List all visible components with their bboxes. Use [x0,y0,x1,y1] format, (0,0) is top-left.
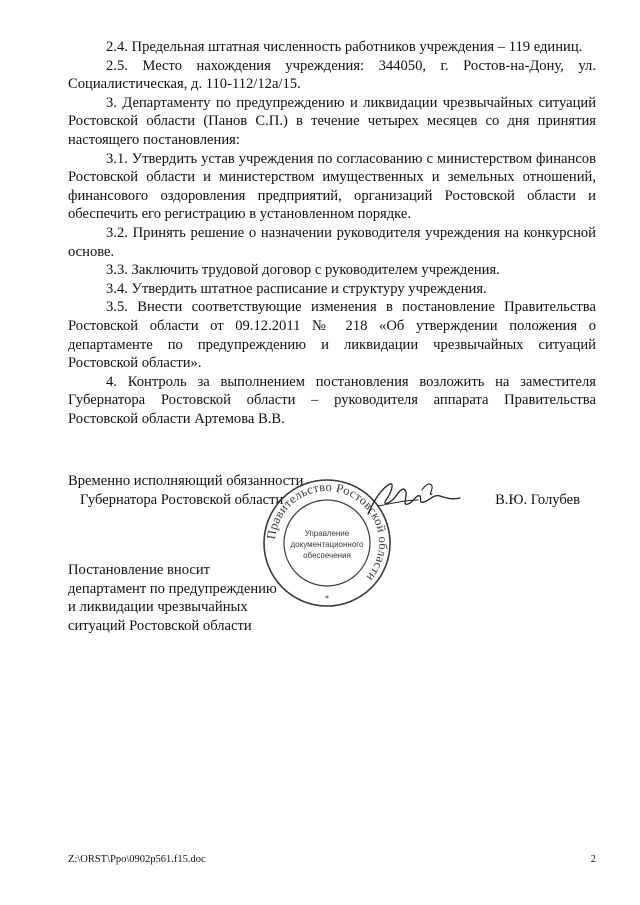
signatory-name: В.Ю. Голубев [495,491,580,508]
paragraph-3-3: 3.3. Заключить трудовой договор с руководителем учреждения. [106,262,500,279]
submitter-line4: ситуаций Ростовской области [68,617,252,634]
seal-center-line2: документационного [290,540,364,549]
submitter-line2: департамент по предупреждению [68,580,277,597]
document-body [68,38,596,428]
paragraph-4: 4. Контроль за выполнением постановления возложить на заместителя Губернатора Ростовской области – руководителя аппарата Правительства Ростовской области Артемова В.В. [68,373,596,427]
seal-star-icon: * [325,594,329,603]
paragraph-3-4: 3.4. Утвердить штатное расписание и структуру учреждения. [106,280,487,297]
submitter-line1: Постановление вносит [68,562,211,578]
paragraph-2-5: 2.5. Место нахождения учреждения: 344050, г. Ростов-на-Дону, ул. Социалистическая, д. 110-112/12а/15. [68,57,596,93]
paragraph-3: 3. Департаменту по предупреждению и ликвидации чрезвычайных ситуаций Ростовской области (Панов С.П.) в течение четырех месяцев со дня принятия настоящего постановления: [68,94,596,148]
paragraph-3-1: 3.1. Утвердить устав учреждения по согласованию с министерством финансов Ростовской области и министерством имущественных и земельных отношений, финансового оздоровления предприятий, организаций Ростовской области и обеспечить его регистрацию в установленном порядке. [68,150,596,223]
handwritten-signature [360,470,470,530]
paragraph-3-5: 3.5. Внести соответствующие изменения в постановление Правительства Ростовской области от 09.12.2011 № 218 «Об утверждении положения о департаменте по предупреждению и ликвидации чрезвычайных ситуаций Ростовской области». [68,299,596,372]
seal-ring-text: Правительство Ростовской области [264,479,391,585]
page-number: 2 [590,854,596,865]
paragraph-2-4: 2.4. Предельная штатная численность работников учреждения – 119 единиц. [106,39,583,55]
signatory-title-line2: Губернатора Ростовской области [80,491,284,508]
paragraph-3-2: 3.2. Принять решение о назначении руководителя учреждения на конкурсной основе. [68,224,596,260]
submitter-note [68,561,328,635]
seal-center-line1: Управление [304,529,350,538]
seal-center-line3: обеспечения [303,551,351,560]
submitter-line3: и ликвидации чрезвычайных [68,599,248,616]
footer-file-path: Z:\ORST\Ppo\0902p561.f15.doc [68,854,206,865]
signatory-title-line1: Временно исполняющий обязанности [68,473,304,489]
